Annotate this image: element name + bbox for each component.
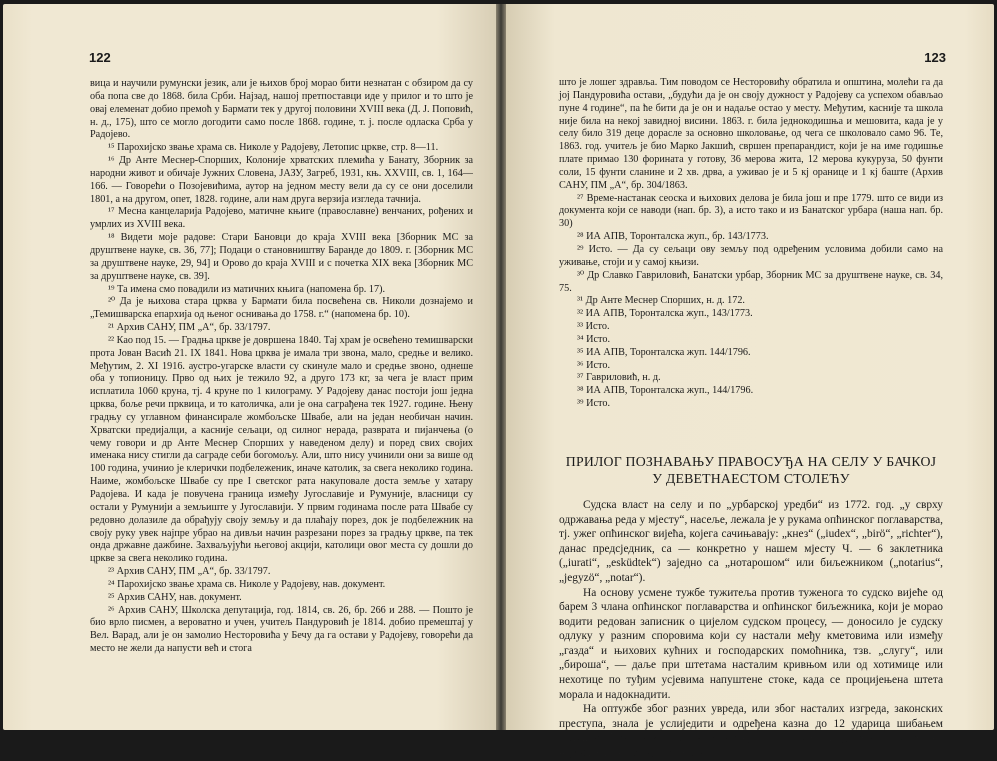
footnote: ¹⁹ Та имена смо повадили из матичних књига (напомена бр. 17). xyxy=(108,283,386,295)
footnote: ³⁶ Исто. xyxy=(577,359,610,371)
body-paragraph: Судска власт на селу и по „урбарској уредби“ из 1772. год. „у сврху одржавања реда у мјесту“, насеље, лежала је у рукама опћинског поглаварства, тј. ужег опћинског вијећа, којега сачињавају: „кнез“ („iudex“, „birö“, „richter“), данас предсједник, са — конкретно у нашем мјесту Ч. — 6 заклетника („iurati“, „esküdtek“) заједно са „нотарошом“ или биљежником („notarius“, „jegyzö“, „notar“). xyxy=(559,498,943,584)
book-spread xyxy=(3,4,994,760)
footnote: ²⁷ Време-настанак сеоска и њихових делова је била још и пре 1779. што се види из документа који се наводи (нап. бр. 3), а исто тако и из Банатског урбара (наша нап. бр. 30) xyxy=(559,192,943,230)
right-page-number: 123 xyxy=(924,50,946,65)
right-content xyxy=(559,77,943,761)
footnote: ³⁴ Исто. xyxy=(577,333,610,345)
article-title-line1: ПРИЛОГ ПОЗНАВАЊУ ПРАВОСУЂА НА СЕЛУ У БАЧКОЈ xyxy=(565,453,937,469)
body-paragraph: На оптужбе због разних увреда, или због насталих изгреда, законских преступа, знала је услиједити и одређена казна до 12 ударица шибањем палицом, бзтином или корбачем и то јавно, на „дереш“-у, па и мањи затвор, највише до 48 сати; иначе сви xyxy=(559,703,943,760)
footnote: ¹⁷ Месна канцеларија Радојево, матичне књиге (православне) венчаних, рођених и умрлих из XVIII века. xyxy=(90,206,473,231)
left-page xyxy=(3,4,496,730)
article-title-line2: У ДЕВЕТНАЕСТОМ СТОЛЕЋУ xyxy=(652,470,850,486)
book-gutter xyxy=(496,4,506,730)
right-page xyxy=(506,4,994,760)
body-paragraph: На основу усмене тужбе тужитеља против туженога то судско вијеће од барем 3 члана опћинског поглаварства и опћинског биљежника, који је морао водити редован записник о цијелом судском процесу, — доносило је судску одлуку у разним споровима који су настали међу кметовима или између „газда“ и њихових кућних и господарских помоћника, тзв. „слугу“, или „бироша“, — даље при штетама насталим кривњом или од хотимице или нехотице по туђим усјевима напуштене стоке, када се процијењена штета морала и надокнадити. xyxy=(559,586,943,701)
footnote: ²⁵ Архив САНУ, нав. документ. xyxy=(108,591,242,603)
footnote: ²⁰ Да је њихова стара црква у Бармати била посвећена св. Николи дознајемо и „Темишварска епархија од њеног оснивања до 1758. г.“ (напомена бр. 10). xyxy=(90,296,473,321)
footnote: ³³ Исто. xyxy=(577,321,610,333)
footnote: што је лошег здравља. Тим поводом се Несторовићу обратила и општина, молећи га да јој Пандуровића остави, „будући да је он своју дужност у Радојеву са успехом обављао пуне 4 године“, па ће бити да је он и надаље остао у месту. Међутим, касније та школа није била на некој завидној висини. 1863. г. била једнокодишња и мешовита, када је у селу било 319 деце дорасле за основно школовање, од чега се школовало само 96. Те, 1863. год. учитељ је био Марко Јакшић, свршен препарандист, који је на име годишње плате примао 130 форината у готову, 36 мерова жита, 12 мерова кукуруза, 50 фунти соли, 15 фунти сланине и 2 хв. дрва, а уживао је и 5 кј оранице и 1 кј баште (Архив САНУ, ПМ „А“, бр. 304/1863. xyxy=(559,77,943,191)
footnote: ²⁹ Исто. — Да су сељаци ову земљу под одређеним условима добили само на уживање, стоји и у самој књизи. xyxy=(559,243,943,268)
footnote: ³⁸ ИА АПВ, Торонталска жуп., 144/1796. xyxy=(577,385,754,397)
footnote: ³² ИА АПВ, Торонталска жуп., 143/1773. xyxy=(577,308,753,320)
left-footnotes xyxy=(90,78,473,656)
footnote: ³⁵ ИА АПВ, Торонталска жуп. 144/1796. xyxy=(577,346,751,358)
footnote: ²² Као под 15. — Градња цркве је довршена 1840. Тај храм је освећено темишварски прота Јован Васић 21. IX 1841. Нова црква је имала три звона, мало, средње и велико. Међутим, 2. XI 1916. аустро-угарске власти су скинуле мало и средње звоно, однеше оба у топионицу. Прво од њих је тежило 92, а друго 173 кг, за чега је власт прим исплатила 1060 круна, тј. 4 круне по 1 килограму. У Радојеву данас постоји још једна црква, боље речи прквица, и то католичка, али је она саграђена тек 1927. године. Њену градњу су углавном финансирале жомбољске Швабе, али на један необичан начин. Хрватски предијалци, а касније сељаци, од силног нерада, разврата и пијанчења (о чему говори и др Анте Меснер Спорших у наведеном делу) и поред свих својих именака нису стигли да саграде себи богомољу. Али, што нису учинили они за више од 100 година, учинио је клерички подбележеник, иначе католик, за свега неколико година. Наиме, жомбољске Швабе су пре I светског рата накуповале доста земље у хатару Радојева. И када је повучена граница између Југославије и Румуније, власници су остали у Румунији а земљиште у Југославији. У првим годинама после рата Швабе су редовно долазиле да обрађују своју земљу и да плаћају порез, док је подбележник на своју руку увек најпре убрао на дивљи начин разрезани порез за градњу цркве, па тек онда државне дажбине. Захваљујући његовој акцији, католици овог места су дошли до црквe за свега неколико година. xyxy=(90,334,473,565)
footnote: ²³ Архив САНУ, ПМ „А“, бр. 33/1797. xyxy=(108,566,271,578)
footnote: вица и научили румунски језик, али је њихов број морао бити незнатан с обзиром да су оба попа све до 1868. била Срби. Најзад, нашој претпоставци иде у прилог и то што је овај елеменат добио премоћ у Бармати тек у другој половини XVIII века (Д. Ј. Поповић, н. д., 175), што се могло догодити само после 1868. године, т. ј. после одласка Срба у Радојево. xyxy=(90,78,473,141)
article-title xyxy=(559,453,943,487)
footnote: ³¹ Др Анте Меснер Спорших, н. д. 172. xyxy=(577,295,745,307)
left-page-number: 122 xyxy=(89,50,111,65)
right-footnotes xyxy=(559,77,943,411)
footnote: ²⁴ Парохијско звање храма св. Николе у Радојеву, нав. документ. xyxy=(108,578,386,590)
footnote: ²¹ Архив САНУ, ПМ „А“, бр. 33/1797. xyxy=(108,322,271,334)
footnote: ²⁶ Архив САНУ, Школска депутација, год. 1814, св. 26, бр. 266 и 288. — Пошто је био врло писмен, а вероватно и учен, учитељ Пандуровић је 1814. добио премештај у Вел. Варад, али је он замолио Несторовића у Бечу да га остави у Радојеву, говорећи да место не жели да напусти већ и стога xyxy=(90,604,473,655)
footnote: ¹⁵ Парохијско звање храма св. Николе у Радојеву, Летопис цркве, стр. 8—11. xyxy=(108,142,439,154)
article-body xyxy=(559,498,943,761)
footnote: ³⁷ Гавриловић, н. д. xyxy=(577,372,661,384)
footnote: ³⁹ Исто. xyxy=(577,398,610,410)
footnote: ¹⁶ Др Анте Меснер-Спорших, Колоније хрватских племића у Банату, Зборник за народни живот и обичаје Јужних Словена, ЈАЗУ, Загреб, 1931, књ. XXVIII, св. 1, 164—166. — Говорећи о Позојевићима, аутор на једном месту вели да су се они доселили 1801, а на другом, опет, 1828. године, али нам друга верзија изгледа тачнија. xyxy=(90,155,473,205)
footnote: ³⁰ Др Славко Гавриловић, Банатски урбар, Зборник МС за друштвене науке, св. 34, 75. xyxy=(559,269,943,294)
footnote: ¹⁸ Видети моје радове: Стари Бановци до краја XVIII века [Зборник МС за друштвене науке, св. 36, 77]; Подаци о становништву Баранде до 1809. г. [Зборник МС за друштвене науке, 29, 94] и Орово до краја XVIII и с почетка XIX века [Зборник МС за друштвене науке, св. 39]. xyxy=(90,232,473,282)
footnote: ²⁸ ИА АПВ, Торонталска жуп., бр. 143/1773. xyxy=(577,231,769,243)
